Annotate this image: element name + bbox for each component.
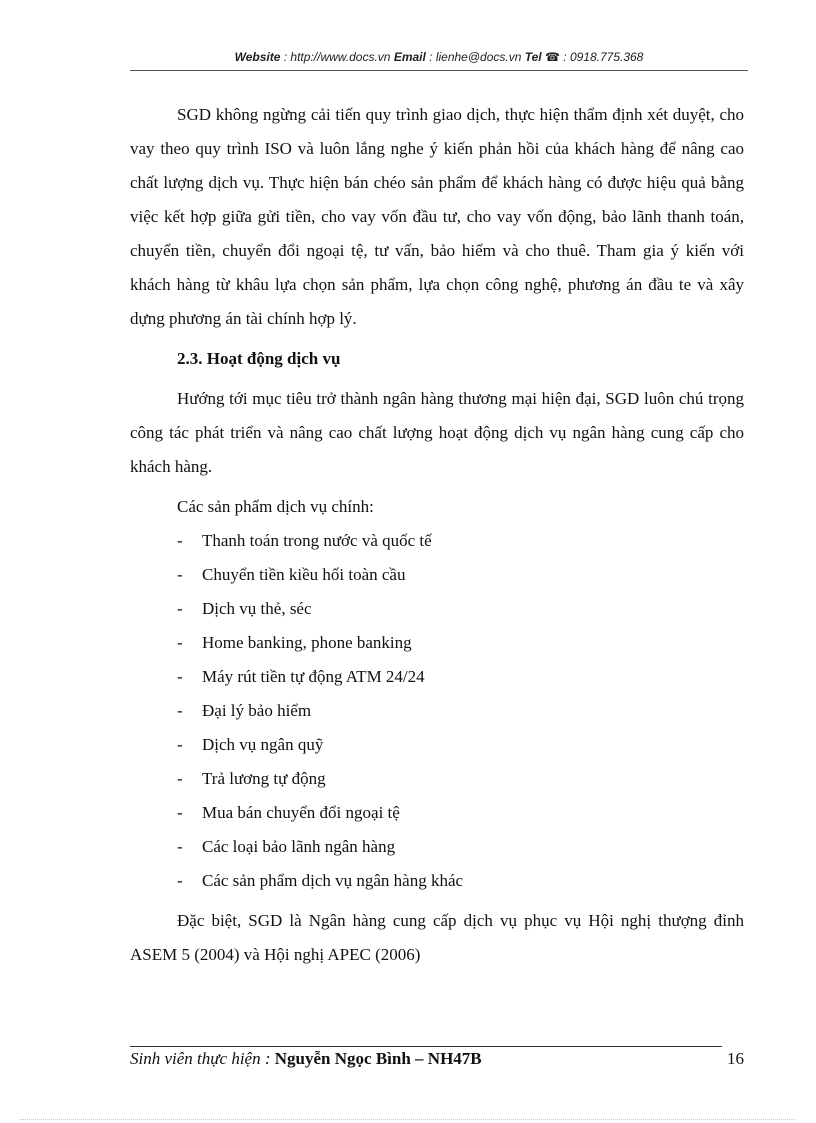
tel-value: : 0918.775.368: [559, 50, 644, 64]
page-number: 16: [727, 1049, 744, 1068]
footer-divider: [130, 1046, 722, 1047]
list-item-text: Dịch vụ thẻ, séc: [202, 599, 312, 618]
list-item: [130, 728, 744, 762]
list-item-text: Đại lý bảo hiểm: [202, 701, 312, 720]
list-marker: -: [177, 837, 183, 856]
page-header: [130, 50, 748, 64]
list-item-text: Các sản phẩm dịch vụ ngân hàng khác: [202, 871, 464, 890]
page-edge-divider: [20, 1119, 796, 1120]
list-item: [130, 864, 744, 898]
list-item-text: Home banking, phone banking: [202, 633, 412, 652]
list-marker: -: [177, 701, 183, 720]
list-item: [130, 694, 744, 728]
list-item: [130, 830, 744, 864]
list-item-text: Máy rút tiền tự động ATM 24/24: [202, 667, 425, 686]
list-item: [130, 796, 744, 830]
page-content: [130, 98, 744, 972]
student-name: Nguyễn Ngọc Bình – NH47B: [274, 1049, 482, 1068]
list-marker: -: [177, 769, 183, 788]
header-divider: [130, 70, 748, 71]
list-intro: Các sản phẩm dịch vụ chính:: [177, 497, 374, 516]
paragraph-service-improvement: SGD không ngừng cải tiến quy trình giao dịch, thực hiện thẩm định xét duyệt, cho vay theo quy trình ISO và luôn lắng nghe ý kiến phản hồi của khách hàng để nâng cao chất lượng dịch vụ. Thực hiện bán chéo sản phẩm để khách hàng có được hiệu quả bằng việc kết hợp giữa gửi tiền, cho vay vốn đầu tư, cho vay vốn động, bảo lãnh thanh toán, chuyển tiền, chuyển đổi ngoại tệ, tư vấn, bảo hiểm và cho thuê. Tham gia ý kiến với khách hàng từ khâu lựa chọn sản phẩm, lựa chọn công nghệ, phương án đầu te và xây dựng phương án tài chính hợp lý.: [130, 105, 744, 328]
list-item: [130, 626, 744, 660]
email-value: : lienhe@docs.vn: [425, 50, 525, 64]
list-item: [130, 524, 744, 558]
website-value: : http://www.docs.vn: [280, 50, 394, 64]
list-item-text: Thanh toán trong nước và quốc tế: [202, 531, 432, 550]
list-marker: -: [177, 667, 183, 686]
list-marker: -: [177, 803, 183, 822]
paragraph-summit-services: Đặc biệt, SGD là Ngân hàng cung cấp dịch vụ phục vụ Hội nghị thượng đỉnh ASEM 5 (2004) và Hội nghị APEC (2006): [130, 911, 744, 964]
section-heading: 2.3. Hoạt động dịch vụ: [177, 349, 341, 368]
list-marker: -: [177, 633, 183, 652]
list-item-text: Các loại bảo lãnh ngân hàng: [202, 837, 396, 856]
list-item-text: Trả lương tự động: [202, 769, 326, 788]
page-footer: [130, 1049, 744, 1069]
tel-label: Tel: [524, 50, 542, 64]
list-marker: -: [177, 735, 183, 754]
list-item-text: Dịch vụ ngân quỹ: [202, 735, 324, 754]
list-item: [130, 762, 744, 796]
service-list: [130, 524, 744, 898]
list-item: [130, 558, 744, 592]
email-label: Email: [393, 50, 426, 64]
footer-label: Sinh viên thực hiện :: [130, 1049, 275, 1068]
list-item: [130, 660, 744, 694]
website-label: Website: [234, 50, 281, 64]
list-item-text: Chuyển tiền kiều hối toàn cầu: [202, 565, 406, 584]
paragraph-service-goals: Hướng tới mục tiêu trở thành ngân hàng thương mại hiện đại, SGD luôn chú trọng công tác phát triển và nâng cao chất lượng hoạt động dịch vụ ngân hàng cung cấp cho khách hàng.: [130, 389, 744, 476]
list-item-text: Mua bán chuyển đổi ngoại tệ: [202, 803, 400, 822]
list-marker: -: [177, 871, 183, 890]
list-marker: -: [177, 531, 183, 550]
list-item: [130, 592, 744, 626]
phone-icon: ☎: [544, 50, 560, 64]
list-marker: -: [177, 565, 183, 584]
list-marker: -: [177, 599, 183, 618]
